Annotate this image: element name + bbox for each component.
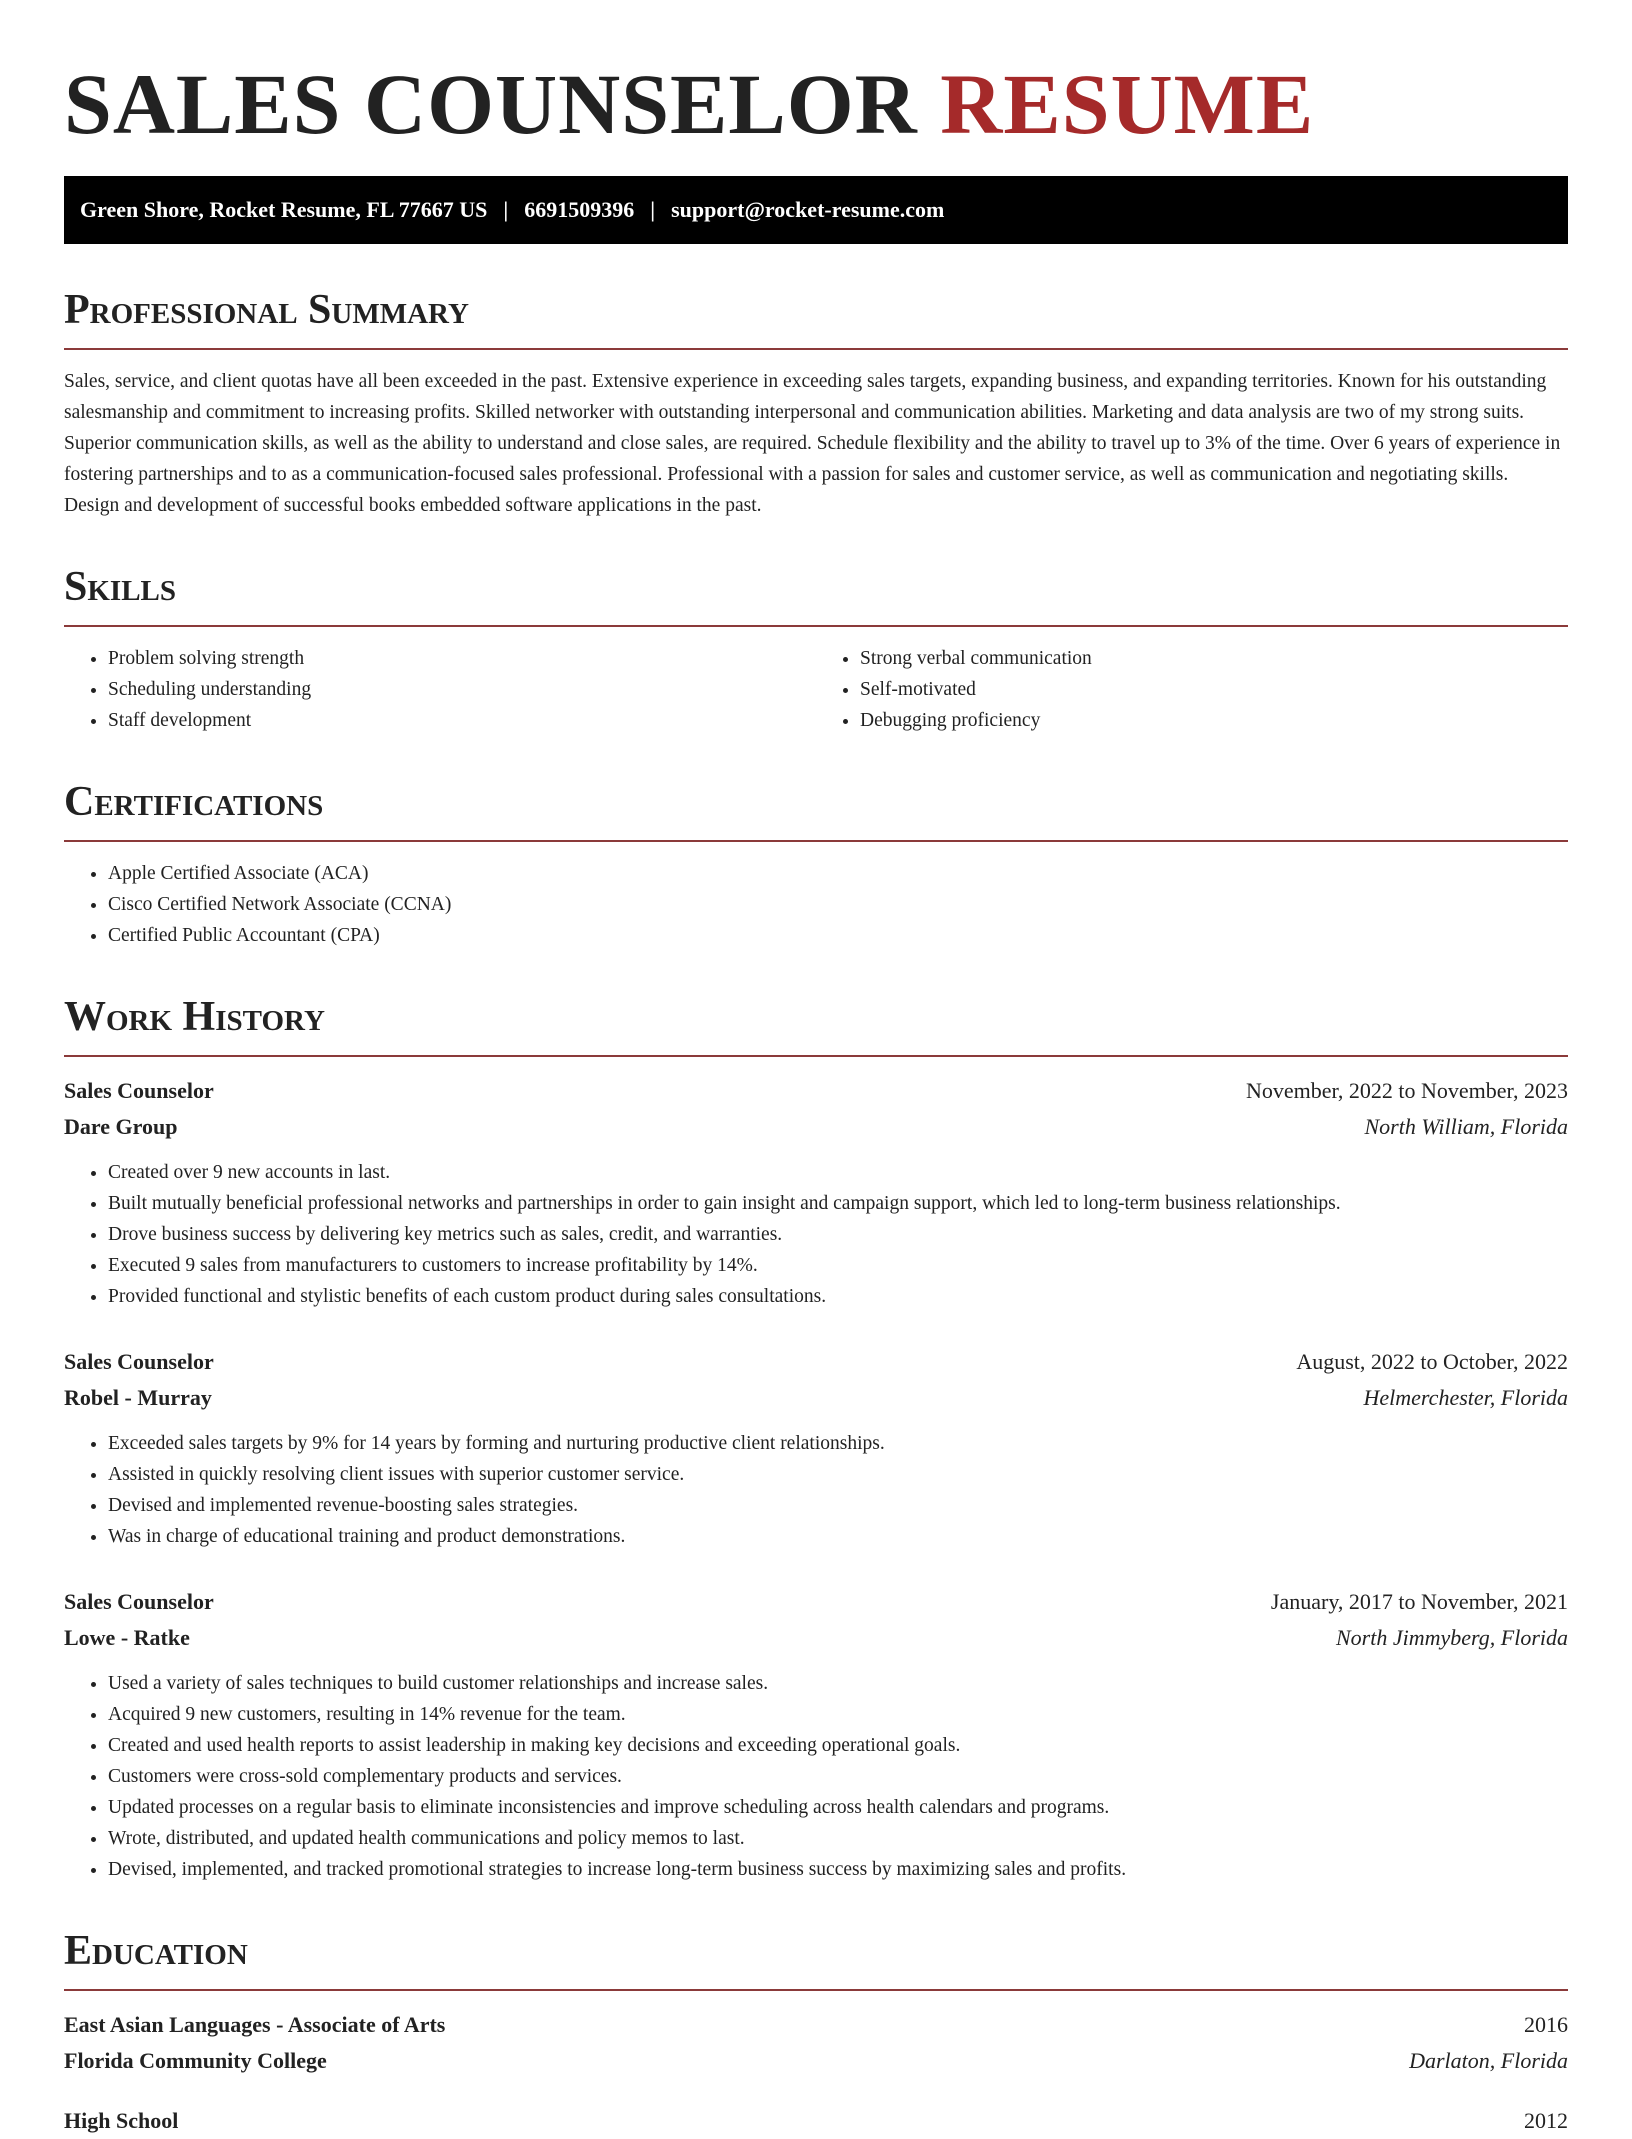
education-degree-row [64,2103,1568,2139]
job-company: Robel - Murray [64,1385,212,1410]
skills-list-left [64,643,816,736]
job-bullet: • Customers were cross-sold complementary products and services. [108,1761,1568,1792]
job-bullet: • Exceeded sales targets by 9% for 14 years by forming and nurturing productive client relationships. [108,1428,1568,1459]
education-entry [64,2103,1568,2139]
education-location: Darlaton, Florida [1409,2048,1568,2073]
section-divider [64,840,1568,842]
work-history-section [64,993,1568,1885]
certification-item: • Certified Public Accountant (CPA) [108,920,1568,951]
job-company-row [64,1109,1568,1145]
skill-item: • Problem solving strength [108,643,816,674]
job-bullet: • Created over 9 new accounts in last. [108,1157,1568,1188]
section-divider [64,1055,1568,1057]
job-dates: January, 2017 to November, 2021 [1270,1589,1568,1614]
certification-item: • Apple Certified Associate (ACA) [108,858,1568,889]
section-divider [64,1989,1568,1991]
skills-section [64,563,1568,736]
education-heading: Education [64,1928,248,1974]
job-header-row [64,1073,1568,1109]
job-location: Helmerchester, Florida [1363,1385,1568,1410]
job-title: Sales Counselor [64,1078,214,1103]
title-accent: RESUME [940,56,1315,152]
job-bullet: • Created and used health reports to assist leadership in making key decisions and exceeding operational goals. [108,1730,1568,1761]
certification-item: • Cisco Certified Network Associate (CCNA) [108,889,1568,920]
skill-item: • Staff development [108,705,816,736]
certifications-list [64,858,1568,951]
job-bullet: • Built mutually beneficial professional networks and partnerships in order to gain insight and campaign support, which led to long-term business relationships. [108,1188,1568,1219]
job-company: Dare Group [64,1114,178,1139]
skill-item: • Strong verbal communication [860,643,1568,674]
job-bullet: • Drove business success by delivering key metrics such as sales, credit, and warranties. [108,1219,1568,1250]
job-entry [64,1344,1568,1552]
contact-email: support@rocket-resume.com [671,197,945,222]
education-school: Florida Community College [64,2048,327,2073]
job-bullet: • Assisted in quickly resolving client issues with superior customer service. [108,1459,1568,1490]
skills-list-right [816,643,1568,736]
certifications-heading: Certifications [64,779,324,825]
job-location: North Jimmyberg, Florida [1336,1625,1568,1650]
job-bullets [64,1157,1568,1312]
title-main: SALES COUNSELOR [64,56,918,152]
work-history-heading: Work History [64,994,325,1040]
job-bullet: • Acquired 9 new customers, resulting in 14% revenue for the team. [108,1699,1568,1730]
education-degree: East Asian Languages - Associate of Arts [64,2012,446,2037]
job-title: Sales Counselor [64,1349,214,1374]
job-entry [64,1073,1568,1312]
education-school-row [64,2043,1568,2079]
skills-grid [64,643,1568,736]
job-bullets [64,1428,1568,1552]
skill-item: • Self-motivated [860,674,1568,705]
job-bullet: • Executed 9 sales from manufacturers to customers to increase profitability by 14%. [108,1250,1568,1281]
job-header-row [64,1344,1568,1380]
job-bullet: • Updated processes on a regular basis to eliminate inconsistencies and improve scheduling across health calendars and programs. [108,1792,1568,1823]
summary-text: Sales, service, and client quotas have all been exceeded in the past. Extensive experience in exceeding sales targets, expanding business, and expanding territories. Known for his outstanding salesmanship and commitment to increasing profits. Skilled networker with outstanding interpersonal and communication abilities. Marketing and data analysis are two of my strong suits. Superior communication skills, as well as the ability to understand and close sales, are required. Schedule flexibility and the ability to travel up to 3% of the time. Over 6 years of experience in fostering partnerships and to as a communication-focused sales professional. Professional with a passion for sales and customer service, as well as communication and negotiating skills. Design and development of successful books embedded software applications in the past. [64,371,1561,516]
section-divider [64,625,1568,627]
contact-separator: | [503,197,509,222]
job-dates: August, 2022 to October, 2022 [1296,1349,1568,1374]
skill-item: • Scheduling understanding [108,674,816,705]
education-year: 2012 [1524,2108,1568,2133]
job-bullet: • Used a variety of sales techniques to build customer relationships and increase sales. [108,1668,1568,1699]
certifications-section [64,778,1568,951]
summary-section [64,286,1568,521]
job-bullet: • Provided functional and stylistic benefits of each custom product during sales consultations. [108,1281,1568,1312]
job-header-row [64,1584,1568,1620]
contact-phone: 6691509396 [524,197,635,222]
skills-heading: Skills [64,564,177,610]
education-degree-row [64,2007,1568,2043]
education-year: 2016 [1524,2012,1568,2037]
job-dates: November, 2022 to November, 2023 [1245,1078,1568,1103]
job-title: Sales Counselor [64,1589,214,1614]
education-degree: High School [64,2108,179,2133]
job-bullet: • Devised and implemented revenue-boosting sales strategies. [108,1490,1568,1521]
job-bullets [64,1668,1568,1885]
job-entry [64,1584,1568,1885]
resume-title [64,56,1568,152]
job-bullet: • Wrote, distributed, and updated health communications and policy memos to last. [108,1823,1568,1854]
contact-bar [64,176,1568,244]
summary-heading: Professional Summary [64,287,469,333]
section-divider [64,348,1568,350]
contact-separator: | [650,197,656,222]
job-location: North William, Florida [1364,1114,1568,1139]
job-company-row [64,1380,1568,1416]
skill-item: • Debugging proficiency [860,705,1568,736]
job-company-row [64,1620,1568,1656]
contact-address: Green Shore, Rocket Resume, FL 77667 US [80,197,488,222]
education-section [64,1927,1568,2139]
job-bullet: • Was in charge of educational training and product demonstrations. [108,1521,1568,1552]
job-bullet: • Devised, implemented, and tracked promotional strategies to increase long-term business success by maximizing sales and profits. [108,1854,1568,1885]
job-company: Lowe - Ratke [64,1625,190,1650]
education-entry [64,2007,1568,2079]
